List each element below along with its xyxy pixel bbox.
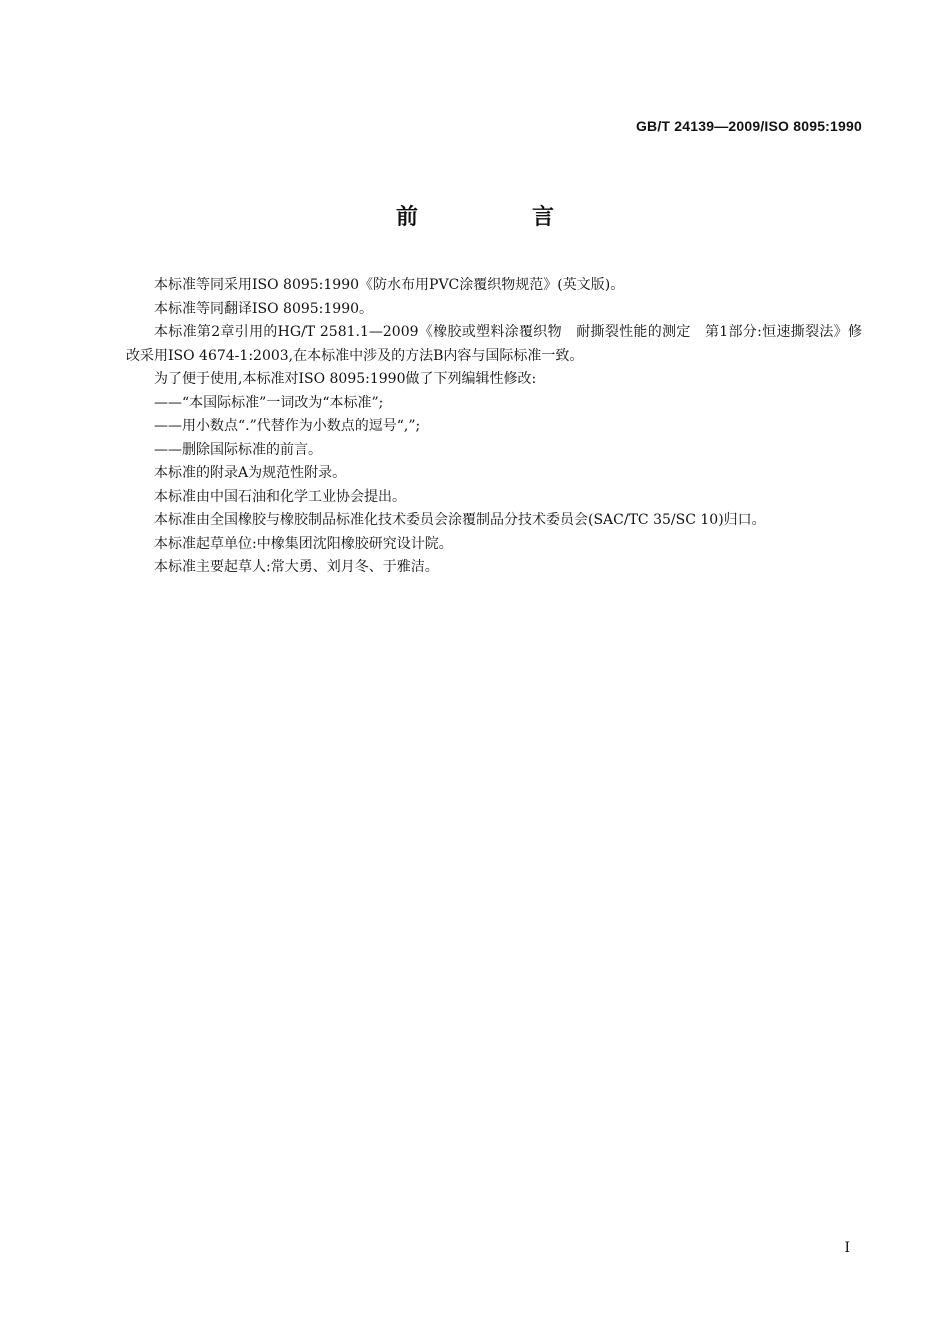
standard-code-header: GB/T 24139—2009/ISO 8095:1990 [635, 118, 862, 134]
page-title: 前 言 [395, 205, 600, 230]
paragraph-drafting-unit: 本标准起草单位:中橡集团沈阳橡胶研究设计院。 [154, 535, 453, 552]
paragraph-technical-committee: 本标准由全国橡胶与橡胶制品标准化技术委员会涂覆制品分技术委员会(SAC/TC 35/SC 10)归口。 [154, 512, 766, 528]
paragraph-annex: 本标准的附录A为规范性附录。 [154, 465, 347, 481]
paragraph-adoption: 本标准等同采用ISO 8095:1990《防水布用PVC涂覆织物规范》(英文版)。 [154, 277, 625, 293]
paragraph-drafters: 本标准主要起草人:常大勇、刘月冬、于雅洁。 [154, 559, 439, 575]
list-item-change-2: ——用小数点“.”代替作为小数点的逗号“,”; [154, 418, 421, 434]
foreword-body [126, 274, 862, 580]
page-number: I [844, 1240, 850, 1256]
paragraph-referenced-standard: 本标准第2章引用的HG/T 2581.1—2009《橡胶或塑料涂覆织物 耐撕裂性能的测定 第1部分:恒速撕裂法》修改采用ISO 4674-1:2003,在本标准中涉及的方法B内容与国际标准一致。 [126, 324, 862, 364]
paragraph-proposed-by: 本标准由中国石油和化学工业协会提出。 [154, 488, 406, 505]
list-item-change-1: ——“本国际标准”一词改为“本标准”; [154, 394, 384, 411]
paragraph-translation: 本标准等同翻译ISO 8095:1990。 [154, 300, 374, 317]
paragraph-editorial-changes-intro: 为了便于使用,本标准对ISO 8095:1990做了下列编辑性修改: [154, 371, 537, 387]
list-item-change-3: ——删除国际标准的前言。 [154, 441, 322, 458]
